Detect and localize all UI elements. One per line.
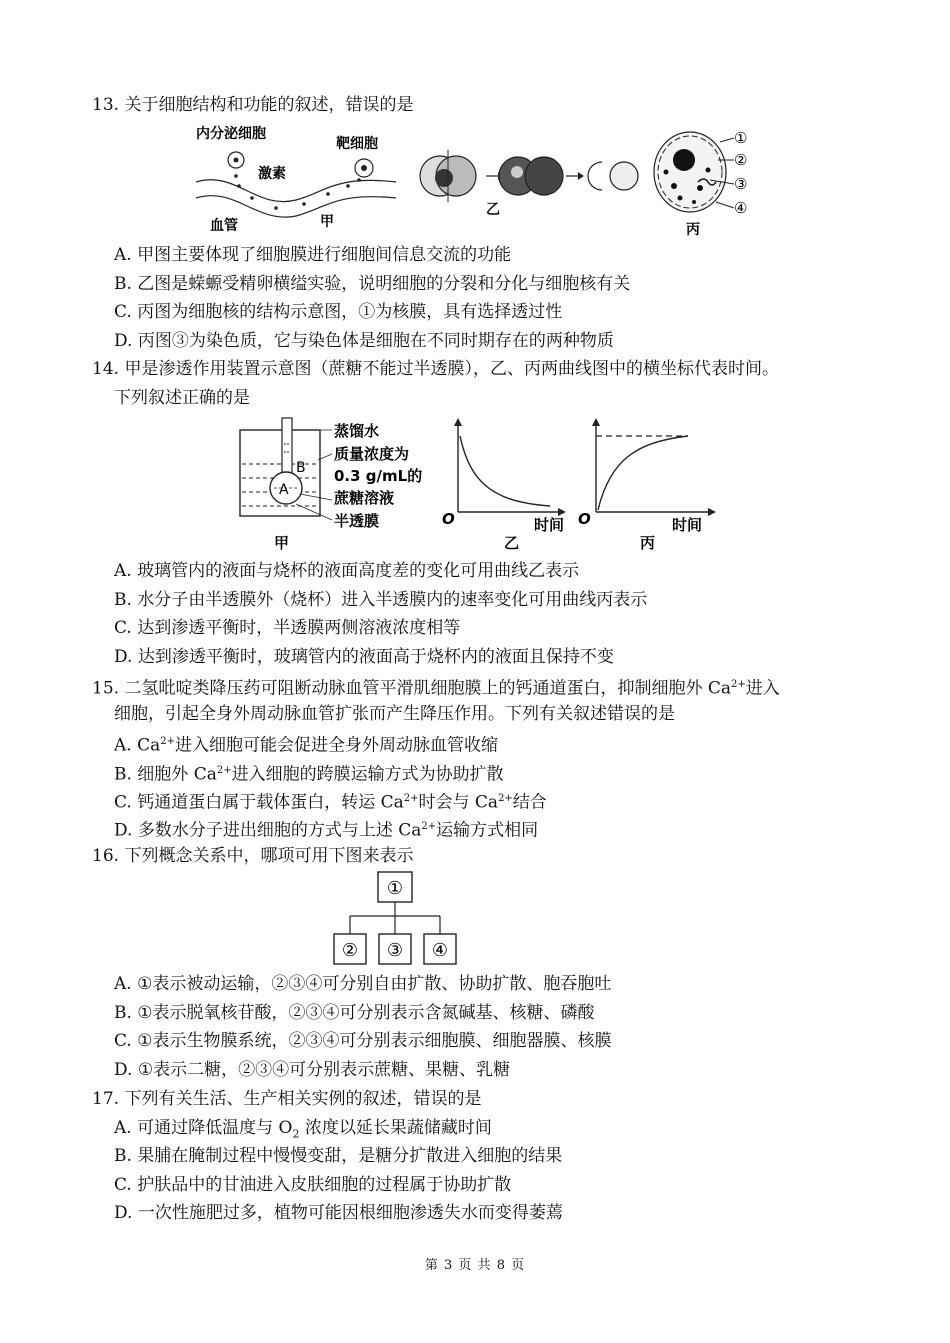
bing-number-4: ④	[734, 199, 748, 217]
label-mass-concentration: 质量浓度为	[334, 445, 410, 463]
q14-option-d: D. 达到渗透平衡时，玻璃管内的液面高于烧杯内的液面且保持不变	[114, 647, 614, 667]
q15-stem-line2: 细胞，引起全身外周动脉血管扩张而产生降压作用。下列有关叙述错误的是	[114, 704, 675, 724]
bing-number-3: ③	[734, 175, 748, 193]
q15-option-b: B. 细胞外 $Ca^{2+}$进入细胞的跨膜运输方式为协助扩散	[114, 764, 504, 785]
q13-option-a: A. 甲图主要体现了细胞膜进行细胞间信息交流的功能	[114, 245, 512, 265]
caption-bing: 丙	[640, 534, 656, 552]
node-child-4: ④	[431, 940, 449, 961]
q13-figure-bing	[650, 124, 760, 238]
q14-option-c: C. 达到渗透平衡时，半透膜两侧溶液浓度相等	[114, 618, 461, 638]
q17-option-a: A. 可通过降低温度与 $O_2$ 浓度以延长果蔬储藏时间	[114, 1118, 492, 1141]
letter-a: A	[279, 482, 289, 498]
q15-option-c: C. 钙通道蛋白属于载体蛋白，转运 $Ca^{2+}$时会与 $Ca^{2+}$结合	[114, 792, 547, 813]
q16-option-b: B. ①表示脱氧核苷酸，②③④可分别表示含氮碱基、核糖、磷酸	[114, 1003, 595, 1023]
letter-b: B	[296, 460, 306, 476]
x-label-time: 时间	[672, 516, 703, 534]
q14-figure-yi	[438, 416, 570, 554]
x-label-time: 时间	[534, 516, 565, 534]
q16-hierarchy-diagram	[330, 870, 460, 968]
page-footer: 第 3 页 共 8 页	[424, 1258, 526, 1273]
q16-option-a: A. ①表示被动运输，②③④可分别自由扩散、协助扩散、胞吞胞吐	[114, 974, 612, 994]
label-sucrose-solution: 蔗糖溶液	[334, 489, 395, 507]
caption-jia: 甲	[274, 534, 290, 552]
node-child-2: ②	[341, 940, 359, 961]
q16-option-c: C. ①表示生物膜系统，②③④可分别表示细胞膜、细胞器膜、核膜	[114, 1031, 612, 1051]
q14-option-b: B. 水分子由半透膜外（烧杯）进入半透膜内的速率变化可用曲线丙表示	[114, 590, 648, 610]
caption-bing: 丙	[686, 222, 700, 238]
q14-figure-jia	[236, 414, 436, 554]
bing-number-1: ①	[734, 129, 748, 147]
q17-option-c: C. 护肤品中的甘油进入皮肤细胞的过程属于协助扩散	[114, 1175, 512, 1195]
q14-stem-line2: 下列叙述正确的是	[114, 388, 250, 408]
q17-option-b: B. 果脯在腌制过程中慢慢变甜，是糖分扩散进入细胞的结果	[114, 1146, 563, 1166]
q15-stem-line1: 15. 二氢吡啶类降压药可阻断动脉血管平滑肌细胞膜上的钙通道蛋白，抑制细胞外 $Ca^{2+}$进入	[92, 678, 780, 699]
q16-option-d: D. ①表示二糖，②③④可分别表示蔗糖、果糖、乳糖	[114, 1060, 511, 1080]
node-child-3: ③	[386, 940, 404, 961]
q16-stem: 16. 下列概念关系中，哪项可用下图来表示	[92, 846, 414, 866]
q13-figure-yi	[414, 148, 640, 218]
caption-yi: 乙	[504, 534, 520, 552]
q15-option-d: D. 多数水分子进出细胞的方式与上述 $Ca^{2+}$运输方式相同	[114, 820, 539, 841]
q14-figure-bing	[576, 416, 724, 554]
origin-label: O	[442, 510, 455, 528]
q14-option-a: A. 玻璃管内的液面与烧杯的液面高度差的变化可用曲线乙表示	[114, 561, 580, 581]
label-endocrine: 内分泌细胞	[196, 126, 266, 142]
caption-yi: 乙	[486, 202, 500, 218]
q13-option-d: D. 丙图③为染色质，它与染色体是细胞在不同时期存在的两种物质	[114, 331, 614, 351]
label-concentration-value: 0.3 g/mL的	[334, 467, 423, 485]
q14-stem-line1: 14. 甲是渗透作用装置示意图（蔗糖不能过半透膜），乙、丙两曲线图中的横坐标代表时间。	[92, 359, 779, 379]
label-target: 靶细胞	[336, 136, 378, 152]
label-hormone: 激素	[258, 166, 286, 182]
label-semipermeable-membrane: 半透膜	[334, 512, 380, 530]
q13-stem: 13. 关于细胞结构和功能的叙述，错误的是	[92, 95, 414, 115]
node-top: ①	[386, 878, 404, 899]
bing-number-2: ②	[734, 151, 748, 169]
q13-figure-jia	[196, 120, 396, 236]
q17-option-d: D. 一次性施肥过多，植物可能因根细胞渗透失水而变得萎蔫	[114, 1203, 563, 1223]
q13-option-b: B. 乙图是蝾螈受精卵横缢实验，说明细胞的分裂和分化与细胞核有关	[114, 274, 631, 294]
q17-stem: 17. 下列有关生活、生产相关实例的叙述，错误的是	[92, 1089, 482, 1109]
label-vessel: 血管	[210, 218, 238, 234]
q13-option-c: C. 丙图为细胞核的结构示意图，①为核膜，具有选择透过性	[114, 302, 563, 322]
q15-option-a: A. $Ca^{2+}$进入细胞可能会促进全身外周动脉血管收缩	[114, 735, 498, 756]
label-distilled-water: 蒸馏水	[334, 422, 380, 440]
caption-jia: 甲	[320, 214, 334, 230]
origin-label: O	[578, 510, 591, 528]
